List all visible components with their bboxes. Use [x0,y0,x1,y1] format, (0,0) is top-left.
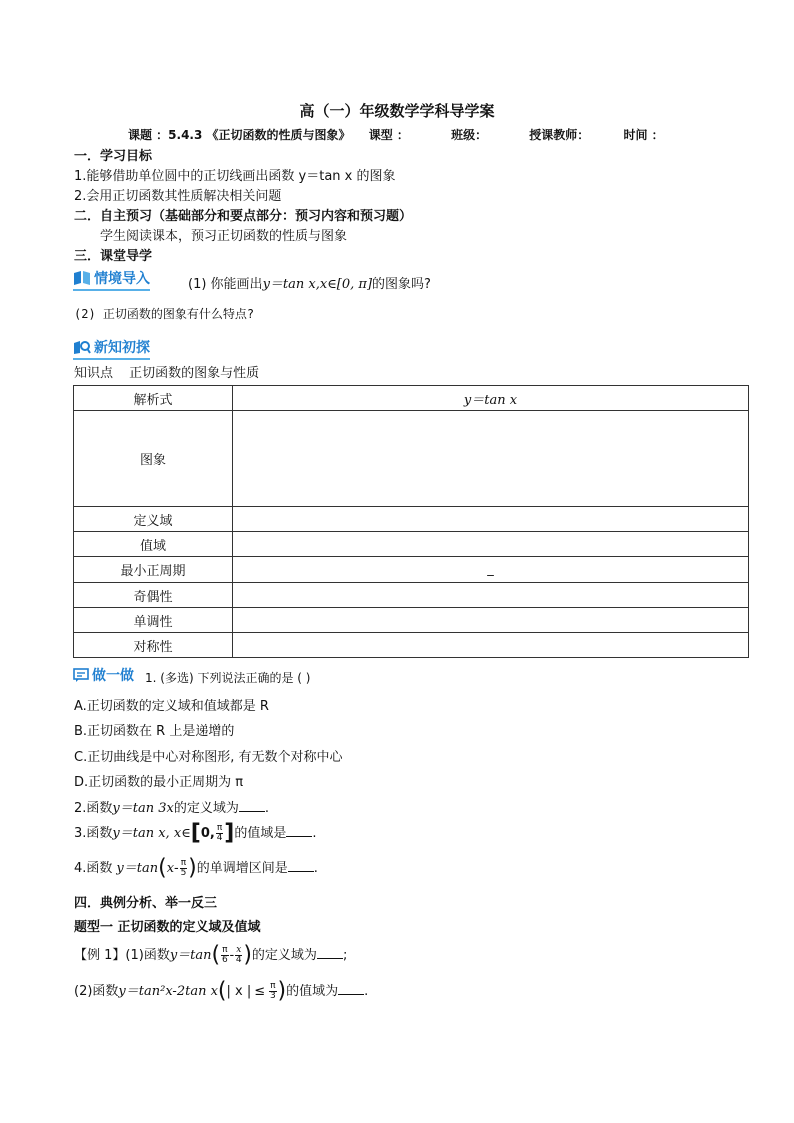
exercise-1: 1. (多选) 下列说法正确的是 ( ) [145,671,311,685]
doc-title: 高（一）年级数学学科导学案 [299,102,495,120]
exercise-2 [74,797,269,816]
section-examples: 四．典例分析、举一反三 [74,896,218,911]
eg1-2-suffix: 的值域为 [286,984,339,999]
ex3-prefix: 3.函数 [74,826,113,841]
table-cell [233,633,749,658]
table-cell [233,532,749,557]
punct: . [364,984,369,999]
q1-suffix: 的图象吗? [372,277,431,292]
table-row [74,557,749,583]
op-le: ≤ [254,984,266,999]
badge-try [73,665,134,685]
table-row-label: 对称性 [74,633,233,658]
frac-den: 6 [221,955,228,965]
knowledge-point [74,362,259,381]
punct: . [313,861,318,876]
answer-blank[interactable] [286,824,312,837]
goal-1: 1.能够借助单位圆中的正切线画出函数 y＝tan x 的图象 [74,169,396,184]
table-row-label: 奇偶性 [74,583,233,608]
type-1-heading: 题型一 正切函数的定义域及值域 [74,920,261,935]
answer-blank[interactable] [288,859,314,872]
table-cell [233,583,749,608]
ex4-suffix: 的单调增区间是 [196,861,288,876]
goal-2: 2.会用正切函数其性质解决相关问题 [74,189,282,204]
op-minus: - [229,948,235,963]
badge-try-label: 做一做 [92,668,134,684]
answer-blank[interactable] [338,982,364,995]
frac-den: 4 [216,833,223,843]
punct: . [312,826,317,841]
frac-num: π [270,981,276,991]
badge-situation [73,268,150,288]
table-row [74,507,749,532]
punct: ; [342,948,348,963]
ex3-math: y＝tan x, x∈ [112,826,191,841]
frac-num: π [180,858,187,868]
table-row-label: 图象 [74,411,233,507]
question-2: (2) 正切函数的图象有什么特点? [74,307,255,321]
section-goals: 一．学习目标 [74,149,153,164]
meta-time: 时间 ： [623,128,664,142]
exercise-4: 4.函数 y＝tan(x- $\frac{\pi}{5}$ )的单调增区间是 . [74,855,318,881]
magnifier-book-icon [73,339,91,355]
table-cell-graph [233,411,749,507]
table-header-right: y＝tan x [233,386,749,411]
badge-new-knowledge [73,337,150,357]
table-row-label: 最小正周期 [74,557,233,583]
eg1-2-math: y＝tan²x-2tan x [118,984,218,999]
section-preview: 二．自主预习（基础部分和要点部分：预习内容和预习题） [74,209,413,224]
kp-label: 知识点 [74,366,114,381]
punct: . [264,801,269,816]
note-icon [73,668,89,682]
punct: , [209,826,215,841]
exercise-3: 3.函数y＝tan x, x∈[0, $\frac{\pi}{4}$ ]的值域是 . [74,820,317,846]
ex2-prefix: 2.函数 [74,801,113,816]
meta-topic: 课题 ：5.4.3 《正切函数的性质与图象》 [128,128,351,142]
table-header-left: 解析式 [74,386,233,411]
frac-num: x [236,945,242,955]
q1-prefix: (1) 你能画出 [188,277,263,292]
table-cell-period: _ [233,557,749,583]
frac-num: π [222,945,228,955]
section-classroom: 三．课堂导学 [74,249,153,264]
table-row [74,583,749,608]
ex4-math: y＝tan [116,861,159,876]
ex3-suffix: 的值域是 [234,826,287,841]
meta-type: 课型 ： [368,128,409,142]
op-minus: - [174,861,179,876]
answer-blank[interactable] [239,799,265,812]
q1-math: y＝tan x,x∈[0, π] [262,277,373,292]
interval-start: 0 [200,826,210,841]
abs-x: | x | [226,984,252,999]
example-1-part-2: (2)函数y＝tan²x-2tan x(| x | ≤ $\frac{\pi}{3}$ )的值域为 . [74,978,369,1004]
table-cell [233,507,749,532]
table-row [74,608,749,633]
eg1-math: y＝tan [169,948,212,963]
meta-class: 班级： [451,128,488,142]
frac-den: 5 [180,868,187,878]
frac-num: π [216,823,223,833]
table-row [74,386,749,411]
frac-den: 4 [235,955,242,965]
kp-text: 正切函数的图象与性质 [129,366,260,381]
ex4-prefix: 4.函数 [74,861,113,876]
option-b: B.正切函数在 R 上是递增的 [74,724,235,739]
example-1-part-1: 【例 1】(1)函数y＝tan( $\frac{\pi}{6}$ - $\frac{x}{4}$ )的定义域为 ; [74,942,348,968]
var-x: x [166,861,175,876]
answer-blank[interactable] [317,946,343,959]
option-a: A.正切函数的定义域和值域都是 R [74,699,269,714]
meta-teacher: 授课教师： [529,128,590,142]
ex2-suffix: 的定义域为 [173,801,239,816]
ex2-math: y＝tan 3x [112,801,174,816]
table-row [74,633,749,658]
question-1 [188,273,431,292]
table-row-label: 定义域 [74,507,233,532]
eg1-2-prefix: (2)函数 [74,984,119,999]
table-row [74,411,749,507]
table-cell [233,608,749,633]
badge-situation-label: 情境导入 [94,271,150,287]
badge-new-knowledge-label: 新知初探 [94,340,150,356]
eg1-suffix: 的定义域为 [251,948,317,963]
table-row [74,532,749,557]
frac-den: 3 [269,991,276,1001]
preview-text: 学生阅读课本，预习正切函数的性质与图象 [100,229,348,244]
table-row-label: 单调性 [74,608,233,633]
eg1-prefix: 【例 1】(1)函数 [74,948,170,963]
property-table [73,385,749,658]
doc-meta [128,126,678,143]
option-d: D.正切函数的最小正周期为 π [74,775,244,790]
option-c: C.正切曲线是中心对称图形, 有无数个对称中心 [74,750,343,765]
table-row-label: 值域 [74,532,233,557]
book-icon [73,270,91,286]
